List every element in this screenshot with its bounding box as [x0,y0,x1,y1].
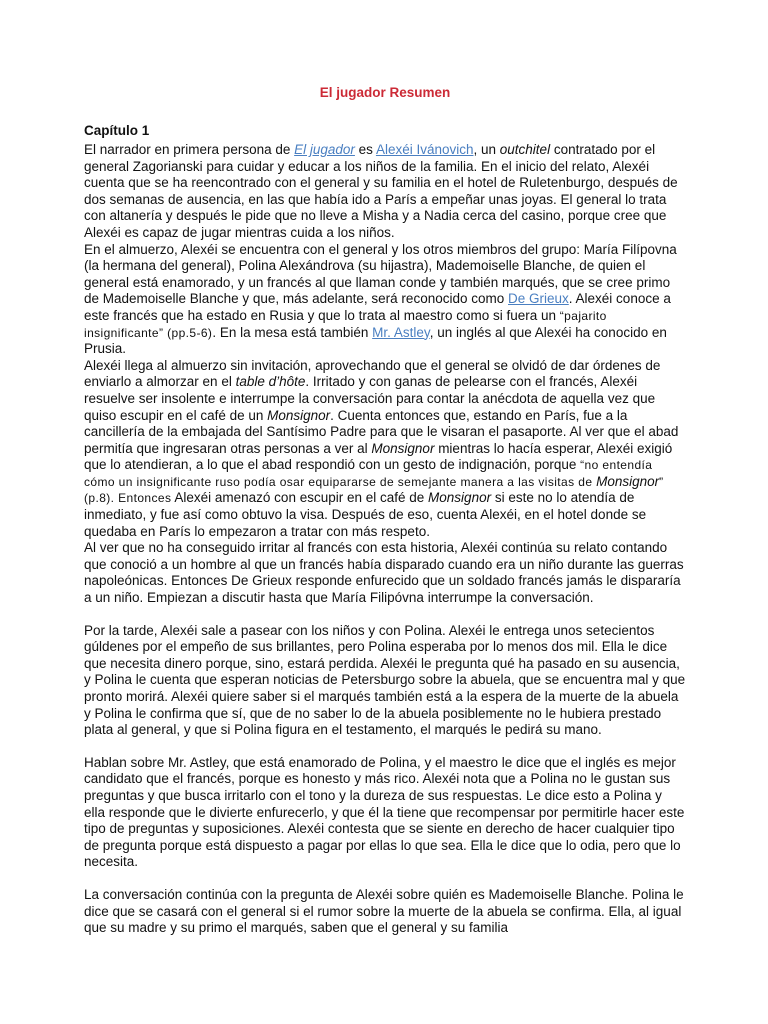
text-run: es [354,142,376,157]
text-run: . Irritado y con ganas de pelearse con el francés, Alexéi resuelve ser insolente e interrumpe la conversación para contar la anécdota de aquella vez que quiso escupir en el café de un [84,374,656,423]
text-run: . En la mesa está también [212,324,373,340]
text-run: contratado por el general Zagorianski para cuidar y educar a los niños de la familia. En el inicio del relato, Alexéi cuenta que se ha reencontrado con el general y su familia en el hotel de Ruletenburgo, después de dos semanas de ausencia, en las que había ido a París a empeñar unas joyas. El general lo trata con altanería y después le pide que no lleve a Misha y a Nadia cerca del casino, porque cree que Alexéi es capaz de jugar mientras cuida a los niños. [84,142,678,240]
text-run: . Alexéi conoce a este francés que ha estado en Rusia y que lo trata al maestro como si fuera un [84,291,671,323]
text-run: si este no lo atendía de inmediato, y fue así como obtuvo la visa. Después de eso, cuenta Alexéi, en el hotel donde se quedaba en París lo empezaron a tratar con más respeto. [84,490,647,539]
quotation: ” (p.8). Entonces [84,474,664,506]
paragraph-1 [84,142,686,242]
italic-term: table d’hôte [235,374,306,390]
link-el-jugador[interactable]: El jugador [294,142,355,157]
text-run: El narrador en primera persona de [84,142,295,157]
document-title: El jugador Resumen [319,85,451,100]
text-run: mientras lo hacía esperar, Alexéi exigió que lo atendieran, a lo que el abad respondió con un gesto de indignación, porque [84,440,673,473]
paragraph-5: Por la tarde, Alexéi sale a pasear con los niños y con Polina. Alexéi le entrega unos setecientos gúldenes por el empeño de sus brillantes, pero Polina esperaba por lo menos dos mil. Ella le dice que necesita dinero porque, sino, estará perdida. Alexéi le pregunta qué ha pasado en su ausencia, y Polina le cuenta que esperan noticias de Petersburgo sobre la abuela, que se encuentra mal y que pronto morirá. Alexéi quiere saber si el marqués también está a la espera de la muerte de la abuela y Polina le confirma que sí, que de no saber lo de la abuela posiblemente no le hubiera prestado plata al general, y que si Polina figura en el testamento, el marqués le pedirá su mano. [84,622,686,738]
paragraph-3 [84,358,686,541]
link-alexei-ivanovich[interactable]: Alexéi Ivánovich [375,142,474,157]
quotation: “pajarito insignificante” (pp.5-6) [84,308,607,340]
text-run: Alexéi amenazó con escupir en el café de [171,490,429,506]
paragraph-4: Al ver que no ha conseguido irritar al francés con esta historia, Alexéi continúa su relato contando que conoció a un hombre al que un francés había disparado cuando era un niño durante las guerras napoleónicas. Entonces De Grieux responde enfurecido que un soldado francés jamás le dispararía a un niño. Empiezan a discutir hasta que María Filipóvna interrumpe la conversación. [84,540,684,606]
link-mr-astley[interactable]: Mr. Astley [372,324,430,340]
link-de-grieux[interactable]: De Grieux [508,291,569,307]
paragraph-7: La conversación continúa con la pregunta de Alexéi sobre quién es Mademoiselle Blanche. Polina le dice que se casará con el general si el rumor sobre la muerte de la abuela se confirma. Ella, al igual que su madre y su primo el marqués, saben que el general y su familia [84,886,684,936]
italic-term: Monsignor [428,490,492,506]
italic-term: Monsignor [596,473,660,489]
italic-term: outchitel [499,142,551,157]
italic-term: Monsignor [371,440,435,456]
paragraph-2 [84,242,686,358]
quotation: “no entendía cómo un insignificante ruso podía osar equipararse de semejante manera a las visitas de [84,458,653,489]
text-run: En el almuerzo, Alexéi se encuentra con el general y los otros miembros del grupo: María Filípovna (la hermana del general), Polina Alexándrova (su hijastra), Mademoiselle Blanche, de quien el general está enamorado, y un francés al que llaman conde y también marqués, que se cree primo de Mademoiselle Blanche y que, más adelante, será reconocido como [84,241,677,307]
chapter-heading: Capítulo 1 [84,123,150,138]
text-run: , un [473,142,500,157]
text-run: Alexéi llega al almuerzo sin invitación, aprovechando que el general se olvidó de dar órdenes de enviarlo a almorzar en el [84,357,661,390]
paragraph-6: Hablan sobre Mr. Astley, que está enamorado de Polina, y el maestro le dice que el inglés es mejor candidato que el francés, porque es honesto y más rico. Alexéi nota que a Polina no le gustan sus preguntas y que busca irritarlo con el tono y la dureza de sus respuestas. Le dice esto a Polina y ella responde que le divierte enfurecerlo, y que él la tiene que recompensar por permitirle hacer este tipo de preguntas y suposiciones. Alexéi contesta que se siente en derecho de hacer cualquier tipo de pregunta porque está dispuesto a pagar por ellas lo que sea. Ella le dice que lo odia, pero que lo necesita. [84,754,685,870]
italic-term: Monsignor [267,407,331,423]
text-run: . Cuenta entonces que, estando en París, fue a la cancillería de la embajada del Santísimo Padre para que le visaran el pasaporte. Al ver que el abad permitía que ingresaran otras personas a ver al [84,407,679,456]
text-run: , un inglés al que Alexéi ha conocido en Prusia. [84,324,667,357]
